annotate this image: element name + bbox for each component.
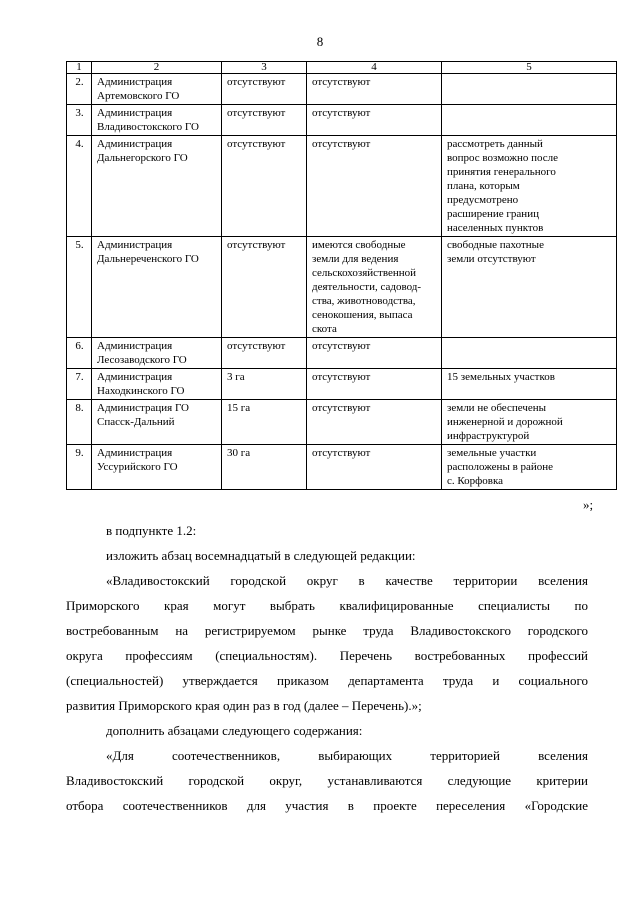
table-header-row [67,62,617,74]
table-cell-org: Администрация Артемовского ГО [92,74,222,105]
table-cell-col5 [442,338,617,369]
table-cell-num: 9. [67,445,92,490]
table-row [67,369,617,400]
table-body [67,62,617,490]
table-cell-col3: 15 га [222,400,307,445]
quoted-paragraph-line: Владивостокский городской округ, устанавливаются следующие критерии [66,773,588,788]
land-table [66,61,617,490]
table-row [67,445,617,490]
table-cell-col3: отсутствуют [222,136,307,237]
table-cell-org: Администрация Дальнегорского ГО [92,136,222,237]
table-cell-col3: отсутствуют [222,338,307,369]
table-cell-col3: 30 га [222,445,307,490]
table-cell-col5: земельные участки расположены в районе с. Корфовка [442,445,617,490]
table-row [67,338,617,369]
table-cell-org: Администрация Уссурийского ГО [92,445,222,490]
table-cell-col4: отсутствуют [307,445,442,490]
table-cell-col5 [442,74,617,105]
table-cell-col4: отсутствуют [307,338,442,369]
table-cell-num: 7. [67,369,92,400]
quoted-paragraph-line: отбора соотечественников для участия в проекте переселения «Городские [66,798,588,813]
table-closing-quote: »; [583,497,594,512]
paragraph-instruction: дополнить абзацами следующего содержания: [106,723,363,738]
table-cell-num: 2. [67,74,92,105]
table-cell-num: 5. [67,237,92,338]
table-cell-col4: отсутствуют [307,400,442,445]
table-cell-col5 [442,105,617,136]
header-cell: 2 [92,62,222,74]
table-row [67,400,617,445]
table-cell-col5: земли не обеспечены инженерной и дорожной инфраструктурой [442,400,617,445]
table-cell-col5: 15 земельных участков [442,369,617,400]
header-cell: 1 [67,62,92,74]
quoted-paragraph-line: «Для соотечественников, выбирающих территорией вселения [106,748,588,763]
table-cell-org: Администрация Лесозаводского ГО [92,338,222,369]
table-cell-num: 8. [67,400,92,445]
table-row [67,74,617,105]
table-cell-col3: 3 га [222,369,307,400]
table-cell-org: Администрация ГО Спасск-Дальний [92,400,222,445]
quoted-paragraph-line: (специальностей) утверждается приказом департамента труда и социального [66,673,588,688]
table-row [67,136,617,237]
paragraph-instruction: изложить абзац восемнадцатый в следующей редакции: [106,548,416,563]
table-cell-org: Администрация Находкинского ГО [92,369,222,400]
quoted-paragraph-line: развития Приморского края один раз в год (далее – Перечень).»; [66,698,422,713]
table-cell-col3: отсутствуют [222,105,307,136]
table-cell-num: 6. [67,338,92,369]
table-row [67,105,617,136]
quoted-paragraph-line: округа профессиям (специальностям). Перечень востребованных профессий [66,648,588,663]
quoted-paragraph-line: востребованным на регистрируемом рынке труда Владивостокского городского [66,623,588,638]
table-cell-col4: имеются свободные земли для ведения сельскохозяйственной деятельности, садовод- ства, животноводства, сенокошения, выпаса скота [307,237,442,338]
table-cell-col4: отсутствуют [307,369,442,400]
header-cell: 4 [307,62,442,74]
table-cell-col4: отсутствуют [307,74,442,105]
table-cell-col4: отсутствуют [307,105,442,136]
quoted-paragraph-line: Приморского края могут выбрать квалифицированные специалисты по [66,598,588,613]
header-cell: 3 [222,62,307,74]
table-cell-org: Администрация Владивостокского ГО [92,105,222,136]
table-cell-col3: отсутствуют [222,74,307,105]
table-cell-num: 3. [67,105,92,136]
quoted-paragraph-line: «Владивостокский городской округ в качестве территории вселения [106,573,588,588]
table-cell-col5: рассмотреть данный вопрос возможно после принятия генерального плана, которым предусмотрено расширение границ населенных пунктов [442,136,617,237]
table-cell-col4: отсутствуют [307,136,442,237]
table-cell-col3: отсутствуют [222,237,307,338]
table-cell-org: Администрация Дальнереченского ГО [92,237,222,338]
table-row [67,237,617,338]
page-number: 8 [316,34,324,49]
table-cell-num: 4. [67,136,92,237]
header-cell: 5 [442,62,617,74]
table-cell-col5: свободные пахотные земли отсутствуют [442,237,617,338]
paragraph-subclause: в подпункте 1.2: [106,523,197,538]
